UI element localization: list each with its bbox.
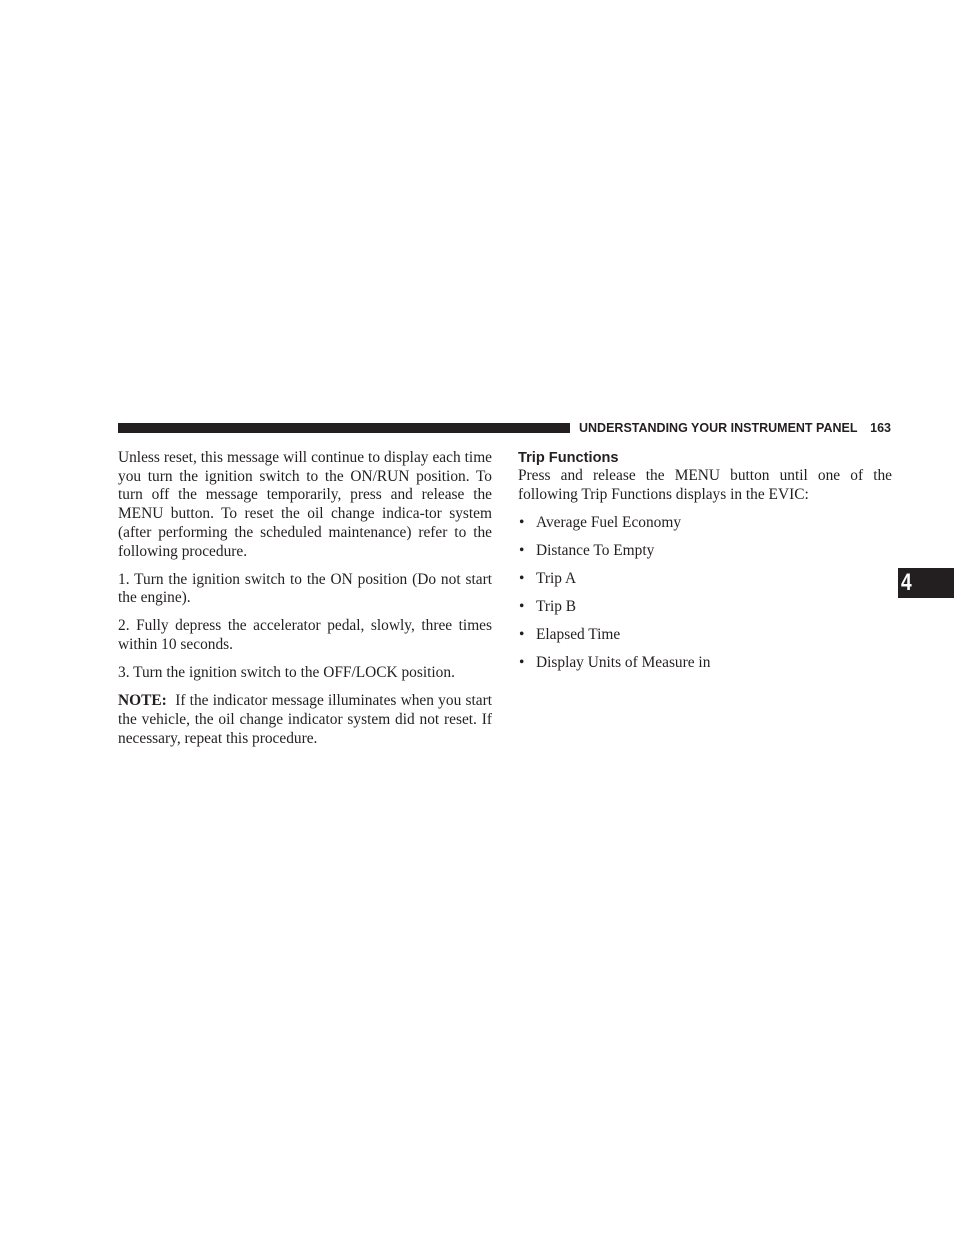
left-column bbox=[118, 449, 492, 758]
chapter-number: 4 bbox=[901, 569, 912, 596]
note-paragraph bbox=[118, 692, 492, 748]
right-column bbox=[518, 449, 892, 682]
procedure-step-2: 2. Fully depress the accelerator pedal, slowly, three times within 10 seconds. bbox=[118, 617, 492, 654]
page-number: 163 bbox=[870, 421, 891, 435]
section-title: UNDERSTANDING YOUR INSTRUMENT PANEL bbox=[579, 421, 858, 435]
running-header bbox=[579, 420, 891, 436]
procedure-step-1: 1. Turn the ignition switch to the ON position (Do not start the engine). bbox=[118, 570, 492, 607]
list-item bbox=[518, 514, 892, 533]
procedure-step-3: 3. Turn the ignition switch to the OFF/LOCK position. bbox=[118, 664, 455, 682]
list-item bbox=[518, 626, 892, 645]
trip-functions-list bbox=[518, 514, 892, 673]
list-item-text: Elapsed Time bbox=[536, 625, 621, 643]
list-item-text: Trip B bbox=[536, 597, 577, 615]
list-item bbox=[518, 654, 892, 673]
chapter-tab bbox=[898, 568, 954, 598]
list-item bbox=[518, 570, 892, 589]
bullet-icon: • bbox=[519, 541, 525, 559]
trip-functions-intro: Press and release the MENU button until one of the following Trip Functions displays in the EVIC: bbox=[518, 467, 892, 503]
note-text: If the indicator message illuminates when you start the vehicle, the oil change indicator system did not reset. If necessary, repeat this procedure. bbox=[118, 692, 492, 747]
bullet-icon: • bbox=[519, 625, 525, 643]
list-item-text: Display Units of Measure in bbox=[536, 653, 711, 671]
list-item bbox=[518, 542, 892, 561]
list-item-text: Average Fuel Economy bbox=[536, 513, 682, 531]
bullet-icon: • bbox=[519, 653, 525, 671]
oil-change-reset-paragraph: Unless reset, this message will continue to display each time you turn the ignition switch to the ON/RUN position. To turn off the message temporarily, press and release the MENU button. To reset the oil change indica-tor system (after performing the scheduled maintenance) refer to the following procedure. bbox=[118, 449, 492, 560]
header-rule bbox=[118, 423, 570, 433]
list-item bbox=[518, 598, 892, 617]
bullet-icon: • bbox=[519, 569, 525, 587]
trip-functions-heading: Trip Functions bbox=[518, 450, 619, 466]
list-item-text: Trip A bbox=[536, 569, 577, 587]
bullet-icon: • bbox=[519, 513, 525, 531]
list-item-text: Distance To Empty bbox=[536, 541, 655, 559]
bullet-icon: • bbox=[519, 597, 525, 615]
note-label: NOTE: bbox=[118, 692, 167, 710]
